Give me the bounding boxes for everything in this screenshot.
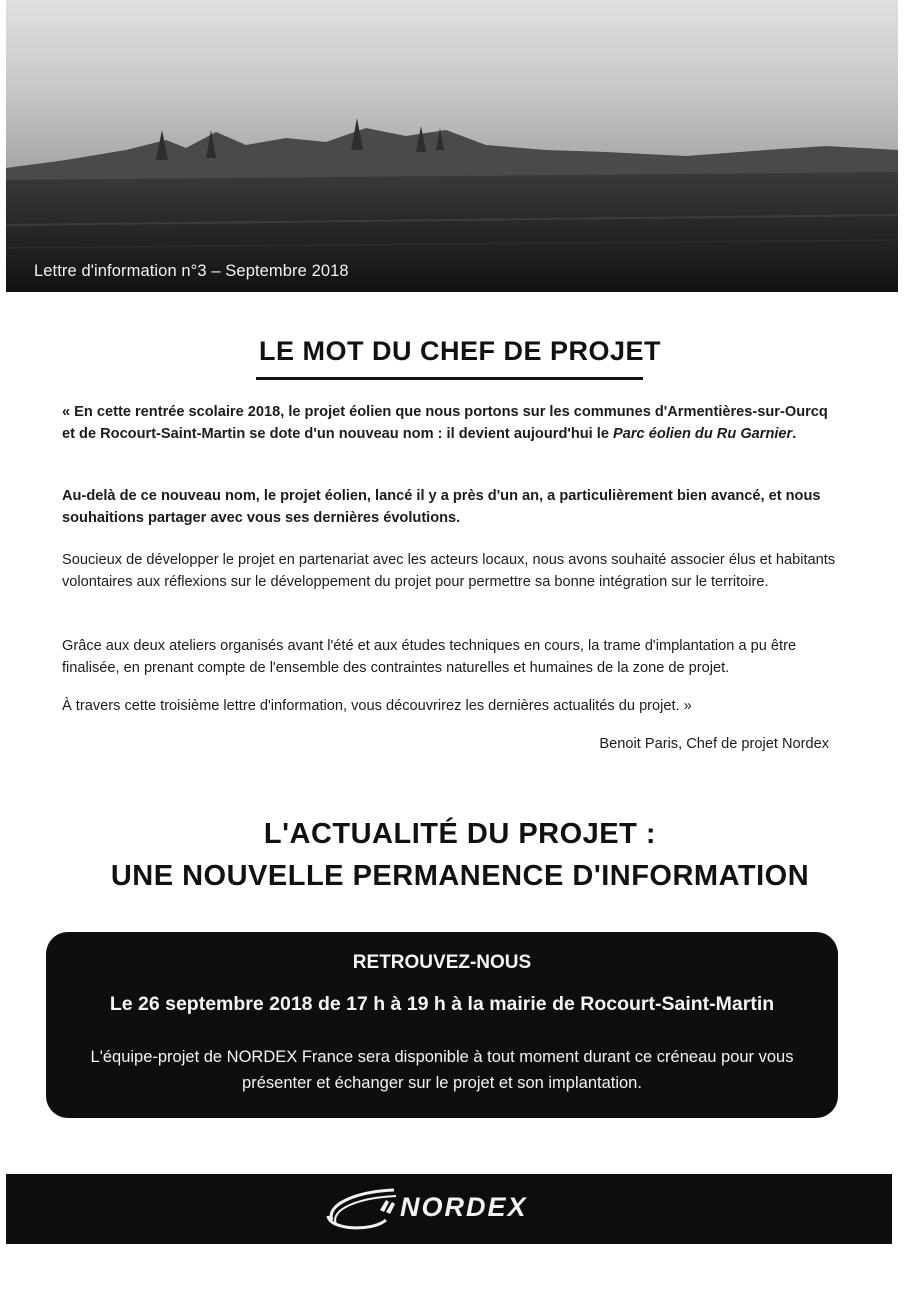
section-subtitle-permanence: UNE NOUVELLE PERMANENCE D'INFORMATION <box>110 860 810 892</box>
section-title-actualite: L'ACTUALITÉ DU PROJET : <box>263 818 657 850</box>
paragraph-intro-end: . <box>792 425 797 442</box>
section-title-chef-projet: LE MOT DU CHEF DE PROJET <box>258 336 662 366</box>
paragraph-partnership: Soucieux de développer le projet en partenariat avec les acteurs locaux, nous avons souhaité associer élus et habitants volontaires aux réflexions sur le développement du projet pour permettre sa bonne intégration sur le territoire. <box>62 552 836 590</box>
nordex-logo-text: NORDEX <box>400 1192 528 1222</box>
header-banner-photo <box>6 0 898 292</box>
paragraph-workshops: Grâce aux deux ateliers organisés avant l'été et aux études techniques en cours, la trame d'implantation a pu être finalisée, en prenant compte de l'ensemble des contraintes naturelles et humaines de la zone de projet. <box>62 638 797 676</box>
paragraph-progress: Au-delà de ce nouveau nom, le projet éolien, lancé il y a près d'un an, a particulièrement bien avancé, et nous souhaitions partager avec vous ses dernières évolutions. <box>62 488 821 526</box>
newsletter-caption: Lettre d'information n°3 – Septembre 2018 <box>34 262 349 280</box>
paragraph-newsletter: À travers cette troisième lettre d'information, vous découvrirez les dernières actualités du projet. » <box>62 698 692 714</box>
park-name: Parc éolien du Ru Garnier <box>613 425 793 442</box>
info-box-title: RETROUVEZ-NOUS <box>352 952 532 973</box>
paragraph-intro-text: « En cette rentrée scolaire 2018, le projet éolien que nous portons sur les communes d'Armentières-sur-Ourcq et de Rocourt-Saint-Martin se dote d'un nouveau nom : il devient aujourd'hui le <box>62 404 828 442</box>
paragraph-intro <box>62 402 837 445</box>
nordex-swoosh-icon <box>322 1180 402 1236</box>
info-box-text: L'équipe-projet de NORDEX France sera disponible à tout moment durant ce créneau pour vous présenter et échanger sur le projet et son implantation. <box>90 1048 794 1092</box>
footer-bar <box>6 1174 892 1244</box>
title-underline <box>256 377 643 380</box>
info-box <box>46 932 838 1118</box>
info-box-date: Le 26 septembre 2018 de 17 h à 19 h à la mairie de Rocourt-Saint-Martin <box>109 993 775 1015</box>
landscape-photo <box>6 0 898 292</box>
signature: Benoit Paris, Chef de projet Nordex <box>599 736 829 752</box>
